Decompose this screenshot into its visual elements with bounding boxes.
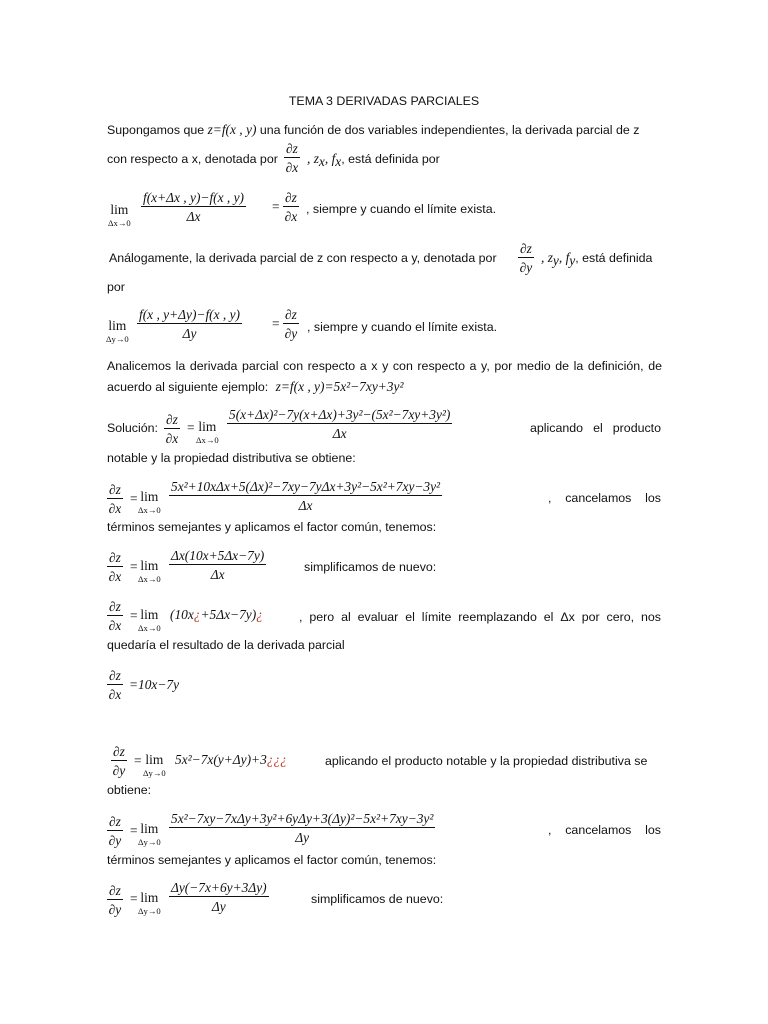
y-expression: 5x²−7x(y+Δy)+3¿¿¿ [175,752,287,767]
step2-line-2: términos semejantes y aplicamos el factor común, tenemos: [107,520,437,534]
limit-operator: lim Δy→0 [106,318,129,345]
render-error-glyph: ¿¿¿ [266,752,287,767]
equals-sign: = [187,420,195,435]
analog-line-1: Análogamente, la derivada parcial de z con respecto a y, denotada por [109,251,497,265]
limit-operator: lim Δx→0 [196,419,219,446]
solution-line-2: notable y la propiedad distributiva se obtiene: [107,451,356,465]
intro-line-1 [107,123,639,136]
equals-sign: = [130,491,138,506]
step2-tail: , cancelamos los [548,491,661,505]
partial-fraction-dz-dy: $\frac{\partial z}{\partial y}$ [284,307,298,342]
analysis-line-2: acuerdo al siguiente ejemplo: z=f(x , y)=5x²−7xy+3y² [107,379,404,394]
partial-fraction-dz-dy: $\frac{\partial z}{\partial y}$ [108,814,122,849]
example-function: z=f(x , y)=5x²−7xy+3y² [275,379,404,394]
step4-line-2: quedaría el resultado de la derivada parcial [107,638,345,652]
limit-operator: lim Δx→0 [138,607,161,634]
limit-operator: lim Δy→0 [138,821,161,848]
simplified-expression: (10x¿+5Δx−7y)¿ [170,607,263,622]
intro-text: con respecto a x, denotada por [107,152,278,166]
definition-y-fraction: $\frac{f(x , y+\Delta y)-f(x , y)}{\Delta y}$ [139,307,241,342]
step4-tail: , pero al evaluar el límite reemplazando el Δx por cero, nos [299,610,661,624]
limit-operator: lim Δy→0 [143,752,166,779]
step3-tail: simplificamos de nuevo: [304,560,437,574]
function-expression: z=f(x , y) [207,122,257,137]
partial-fraction-dz-dy: $\frac{\partial z}{\partial y}$ [108,883,122,918]
partial-fraction-dz-dx: $\frac{\partial z}{\partial x}$ [108,482,122,517]
partial-fraction-dz-dx: $\frac{\partial z}{\partial x}$ [108,550,122,585]
intro-text: Supongamos que [107,123,205,137]
equals-sign: = [272,316,280,331]
intro-line-2 [107,153,278,165]
limit-operator: lim Δx→0 [138,558,161,585]
result-x: =10x−7y [129,677,180,692]
step-y1-tail: aplicando el producto notable y la propiedad distributiva se [325,754,648,768]
limit-operator: lim Δx→0 [138,489,161,516]
step-y2-line-2: términos semejantes y aplicamos el factor común, tenemos: [107,853,437,867]
partial-fraction-dz-dx: $\frac{\partial z}{\partial x}$ [108,668,122,703]
limit-operator: lim Δy→0 [138,890,161,917]
definition-condition: , siempre y cuando el límite exista. [307,320,498,334]
step-y1-line-2: obtiene: [107,783,152,797]
y-factored-fraction: $\frac{\Delta y(-7x+6y+3\Delta y)}{\Delta y}$ [171,880,267,915]
render-error-glyph: ¿ [193,607,201,622]
equals-sign: = [130,608,138,623]
equals-sign: = [130,891,138,906]
partial-fraction-dz-dy: $\frac{\partial z}{\partial y}$ [519,241,533,276]
equals-sign: = [272,199,280,214]
page-title: TEMA 3 DERIVADAS PARCIALES [288,94,480,108]
expansion-fraction: 5x²+10xΔx+5(Δx)²−7xy−7yΔx+3y²−5x²+7xy−3y² Δx [171,479,441,514]
y-expansion-fraction: 5x²−7xy−7xΔy+3y²+6yΔy+3(Δy)²−5x²+7xy−3y² Δy [171,811,434,846]
definition-condition: , siempre y cuando el límite exista. [306,202,497,216]
solution-tail: aplicando el producto [530,421,661,435]
render-error-glyph: ¿ [256,607,263,622]
equals-sign: = [130,823,138,838]
equals-sign: = [130,559,138,574]
solution-fraction: $\frac{\text{5(x+Δx)²−7y(x+Δx)+3y²−(5x²−7xy+3y²)}}{\Delta x}$ [229,407,451,442]
notation-inline: , $z_x$, $f_x$, está definida por [307,151,440,169]
factored-fraction: $\frac{\Delta x(10x+5\Delta x-7y)}{\Delta x}$ [171,548,265,583]
partial-fraction-dz-dx: $\frac{\partial z}{\partial x}$ [108,599,122,634]
intro-text: una función de dos variables independientes, la derivada parcial de z [259,123,640,137]
definition-x-fraction: $\frac{f(x+\Delta x , y)-f(x , y)}{\Delta x}$ [143,190,245,225]
partial-fraction-dz-dy: $\frac{\partial z}{\partial y}$ [112,744,126,779]
equals-sign: = [134,753,142,768]
limit-operator: lim Δx→0 [108,202,131,229]
analog-line-2: por [107,280,125,294]
step-y3-tail: simplificamos de nuevo: [311,892,444,906]
analysis-line-1: Analicemos la derivada parcial con respecto a x y con respecto a y, por medio de la definición, de [107,359,662,373]
step-y2-tail: , cancelamos los [548,823,661,837]
partial-fraction-dz-dx: $\frac{\partial z}{\partial x}$ [165,412,179,447]
partial-fraction-dz-dx: $\frac{\partial z}{\partial x}$ [285,141,299,176]
partial-fraction-dz-dx: $\frac{\partial z}{\partial x}$ [284,190,298,225]
notation-inline: , $z_y$, $f_y$, está definida [541,250,653,268]
solution-label: Solución: [107,421,158,435]
